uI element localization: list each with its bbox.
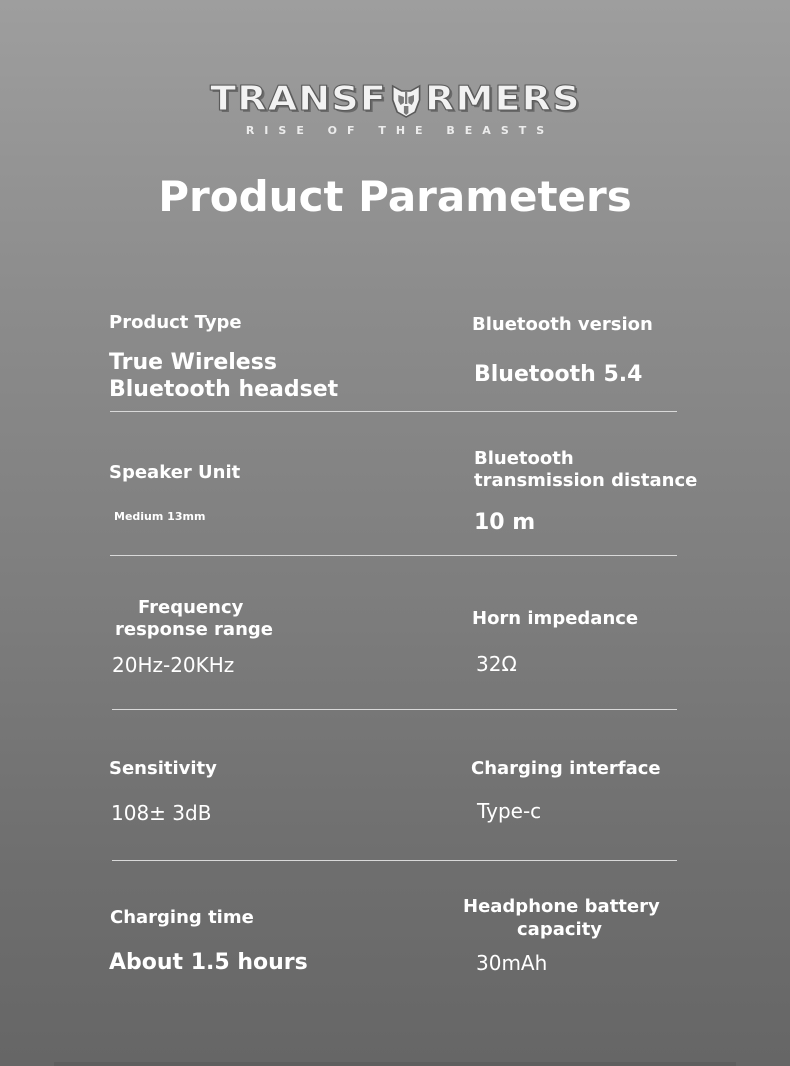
bluetooth-version-label: Bluetooth version [472, 314, 653, 335]
divider-4 [112, 860, 677, 861]
brand-logo [0, 76, 790, 137]
logo-text-left: TRANSF [209, 79, 387, 119]
logo-wordmark [210, 76, 580, 122]
divider-3 [112, 709, 677, 710]
autobot-emblem-icon [388, 83, 424, 119]
sensitivity-value: 108± 3dB [111, 801, 212, 825]
speaker-unit-value: Medium 13mm [114, 510, 206, 523]
charging-interface-label: Charging interface [471, 758, 661, 779]
frequency-range-label-line2: response range [115, 619, 273, 640]
charging-time-value: About 1.5 hours [109, 950, 308, 975]
horn-impedance-label: Horn impedance [472, 608, 639, 629]
bottom-edge-bar [54, 1062, 736, 1066]
charging-time-label: Charging time [110, 907, 254, 928]
transmission-distance-value: 10 m [474, 510, 536, 535]
battery-capacity-label-line1: Headphone battery [463, 896, 660, 917]
charging-interface-value: Type-c [477, 799, 542, 823]
frequency-range-value: 20Hz-20KHz [112, 653, 235, 677]
transmission-distance-label-line1: Bluetooth [474, 448, 574, 469]
speaker-unit-label: Speaker Unit [109, 462, 241, 483]
logo-text-right: RMERS [424, 79, 581, 119]
horn-impedance-value: 32Ω [476, 652, 517, 676]
logo-subtitle: RISE OF THE BEASTS [245, 124, 555, 137]
product-type-value-line1: True Wireless [109, 350, 277, 375]
bluetooth-version-value: Bluetooth 5.4 [474, 362, 643, 387]
divider-2 [110, 555, 677, 556]
product-type-label: Product Type [109, 312, 242, 333]
frequency-range-label-line1: Frequency [138, 597, 244, 618]
page-title: Product Parameters [158, 172, 632, 221]
battery-capacity-value: 30mAh [476, 951, 548, 975]
battery-capacity-label-line2: capacity [517, 919, 603, 940]
divider-1 [110, 411, 677, 412]
sensitivity-label: Sensitivity [109, 758, 217, 779]
product-type-value-line2: Bluetooth headset [109, 377, 339, 402]
transmission-distance-label-line2: transmission distance [474, 470, 698, 491]
